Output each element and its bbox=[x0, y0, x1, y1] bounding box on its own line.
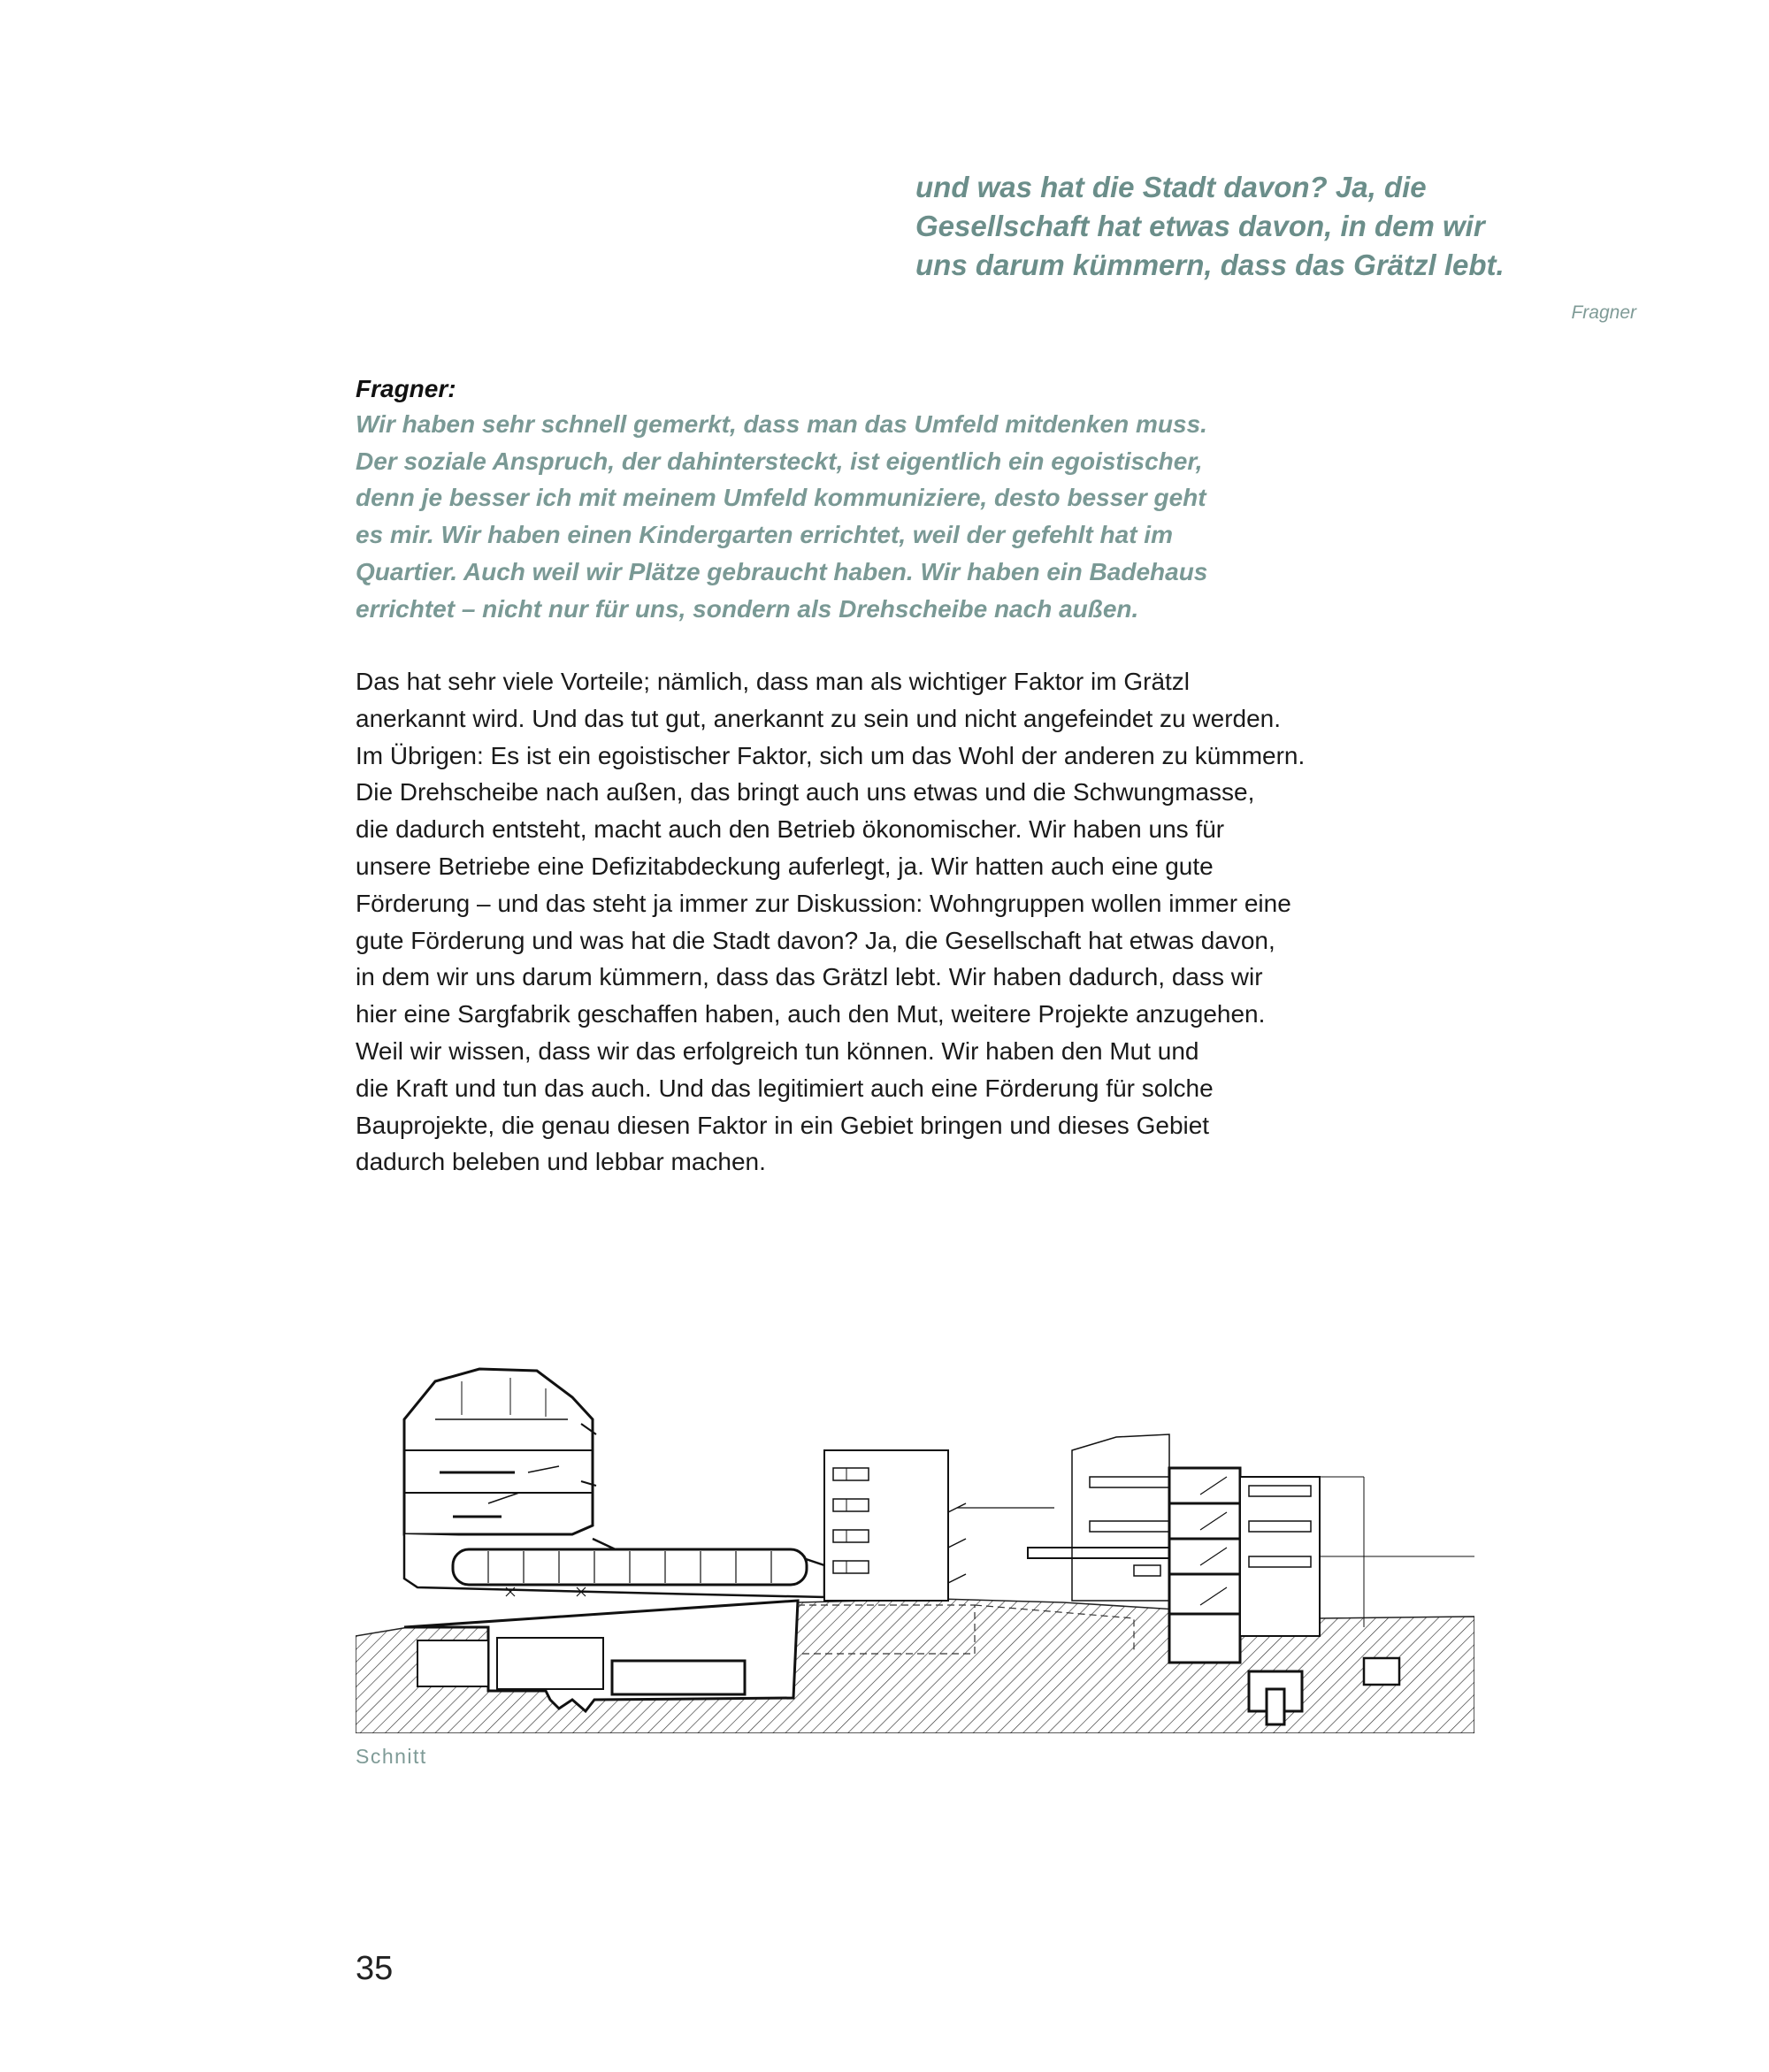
body-line: Bauprojekte, die genau diesen Faktor in ein Gebiet bringen und dieses Gebiet bbox=[356, 1111, 1210, 1139]
left-tower bbox=[404, 1369, 596, 1534]
body-line: hier eine Sargfabrik geschaffen haben, auch den Mut, weitere Projekte anzugehen. bbox=[356, 1000, 1266, 1028]
body-line: in dem wir uns darum kümmern, dass das Grätzl lebt. Wir haben dadurch, dass wir bbox=[356, 963, 1263, 991]
interview-answer bbox=[356, 406, 1207, 627]
body-line: die dadurch entsteht, macht auch den Betrieb ökonomischer. Wir haben uns für bbox=[356, 815, 1225, 844]
interview-line: Der soziale Anspruch, der dahintersteckt, ist eigentlich ein egoistischer, bbox=[356, 447, 1203, 475]
pull-quote bbox=[915, 168, 1676, 285]
body-line: Förderung – und das steht ja immer zur Diskussion: Wohngruppen wollen immer eine bbox=[356, 889, 1291, 917]
body-line: anerkannt wird. Und das tut gut, anerkannt zu sein und nicht angefeindet zu werden. bbox=[356, 704, 1282, 732]
section-drawing bbox=[356, 1362, 1474, 1733]
body-line: Im Übrigen: Es ist ein egoistischer Faktor, sich um das Wohl der anderen zu kümmern. bbox=[356, 741, 1306, 769]
speaker-label: Fragner: bbox=[356, 375, 456, 402]
body-line: dadurch beleben und lebbar machen. bbox=[356, 1148, 766, 1176]
pull-quote-line: Gesellschaft hat etwas davon, in dem wir bbox=[915, 210, 1485, 242]
body-line: die Kraft und tun das auch. Und das legitimiert auch eine Förderung für solche bbox=[356, 1074, 1214, 1102]
pull-quote-attribution: Fragner bbox=[1571, 302, 1636, 323]
pull-quote-line: und was hat die Stadt davon? Ja, die bbox=[915, 171, 1427, 203]
interview-line: denn je besser ich mit meinem Umfeld kommuniziere, desto besser geht bbox=[356, 484, 1206, 512]
body-paragraph bbox=[356, 663, 1305, 1181]
interview-line: Wir haben sehr schnell gemerkt, dass man das Umfeld mitdenken muss. bbox=[356, 410, 1207, 438]
body-line: unsere Betriebe eine Defizitabdeckung auferlegt, ja. Wir hatten auch eine gute bbox=[356, 852, 1214, 880]
body-line: gute Förderung und was hat die Stadt davon? Ja, die Gesellschaft hat etwas davon, bbox=[356, 926, 1275, 954]
middle-tower bbox=[824, 1450, 1054, 1601]
figure-caption: Schnitt bbox=[356, 1745, 427, 1768]
page-number: 35 bbox=[356, 1950, 394, 1987]
interview-line: errichtet – nicht nur für uns, sondern als Drehscheibe nach außen. bbox=[356, 594, 1139, 623]
middle-wing bbox=[404, 1534, 824, 1597]
body-line: Weil wir wissen, dass wir das erfolgreich tun können. Wir haben den Mut und bbox=[356, 1036, 1199, 1065]
pull-quote-line: uns darum kümmern, dass das Grätzl lebt. bbox=[915, 248, 1505, 281]
interview-line: Quartier. Auch weil wir Plätze gebraucht haben. Wir haben ein Badehaus bbox=[356, 557, 1208, 585]
body-line: Die Drehscheibe nach außen, das bringt auch uns etwas und die Schwungmasse, bbox=[356, 778, 1255, 807]
interview-line: es mir. Wir haben einen Kindergarten errichtet, weil der gefehlt hat im bbox=[356, 521, 1173, 549]
body-line: Das hat sehr viele Vorteile; nämlich, dass man als wichtiger Faktor im Grätzl bbox=[356, 668, 1191, 695]
